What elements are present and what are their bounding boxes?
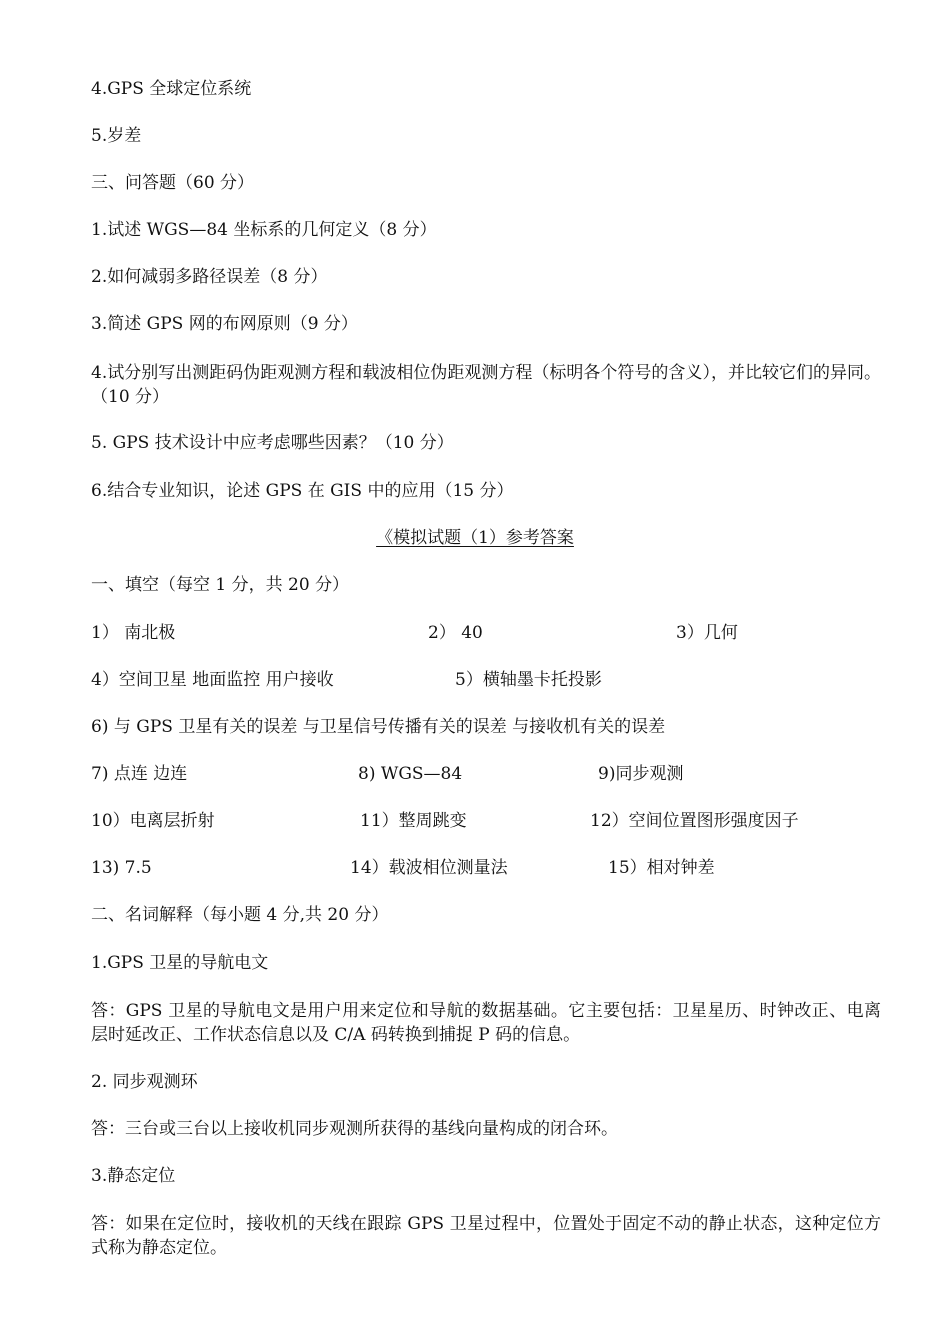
fill-answer: 11）整周跳变 [360, 811, 467, 831]
term-question: 1.GPS 卫星的导航电文 [91, 953, 269, 973]
question-line: 3.简述 GPS 网的布网原则（9 分） [91, 314, 358, 334]
question-line: 6.结合专业知识，论述 GPS 在 GIS 中的应用（15 分） [91, 481, 514, 501]
fill-answer: 10）电离层折射 [91, 811, 215, 831]
fill-answer: 2） 40 [428, 623, 483, 643]
fill-answer: 12）空间位置图形强度因子 [590, 811, 799, 831]
section-heading: 二、名词解释（每小题 4 分,共 20 分） [91, 905, 389, 925]
question-paragraph: 4.试分别写出测距码伪距观测方程和载波相位伪距观测方程（标明各个符号的含义），并比较它们的异同。（10 分） [91, 363, 881, 407]
question-line: 5.岁差 [91, 126, 142, 146]
fill-answer: 7) 点连 边连 [91, 764, 188, 784]
answer-title [0, 527, 950, 549]
term-answer: 答：三台或三台以上接收机同步观测所获得的基线向量构成的闭合环。 [91, 1119, 618, 1139]
term-question: 2. 同步观测环 [91, 1072, 198, 1092]
fill-answer: 1） 南北极 [91, 623, 176, 643]
question-line: 5. GPS 技术设计中应考虑哪些因素？（10 分） [91, 433, 454, 453]
fill-answer: 4）空间卫星 地面监控 用户接收 [91, 670, 334, 690]
term-question: 3.静态定位 [91, 1166, 176, 1186]
answer-title-text: 《模拟试题（1）参考答案 [376, 528, 574, 548]
fill-answer: 6) 与 GPS 卫星有关的误差 与卫星信号传播有关的误差 与接收机有关的误差 [91, 717, 666, 737]
question-line: 1.试述 WGS—84 坐标系的几何定义（8 分） [91, 220, 437, 240]
section-heading: 一、填空（每空 1 分，共 20 分） [91, 575, 350, 595]
fill-answer: 8) WGS—84 [358, 764, 463, 784]
question-line: 4.GPS 全球定位系统 [91, 79, 252, 99]
term-answer: 答：GPS 卫星的导航电文是用户用来定位和导航的数据基础。它主要包括：卫星星历、时钟改正、电离层时延改正、工作状态信息以及 C/A 码转换到捕捉 P 码的信息。 [91, 1001, 881, 1045]
fill-answer: 3）几何 [676, 623, 738, 643]
fill-answer: 13) 7.5 [91, 858, 152, 878]
section-heading: 三、问答题（60 分） [91, 173, 255, 193]
fill-answer: 5）横轴墨卡托投影 [455, 670, 602, 690]
fill-answer: 15）相对钟差 [608, 858, 715, 878]
fill-answer: 14）载波相位测量法 [350, 858, 508, 878]
question-line: 2.如何减弱多路径误差（8 分） [91, 267, 328, 287]
term-answer: 答：如果在定位时，接收机的天线在跟踪 GPS 卫星过程中，位置处于固定不动的静止状态，这种定位方式称为静态定位。 [91, 1214, 881, 1258]
fill-answer: 9)同步观测 [598, 764, 684, 784]
